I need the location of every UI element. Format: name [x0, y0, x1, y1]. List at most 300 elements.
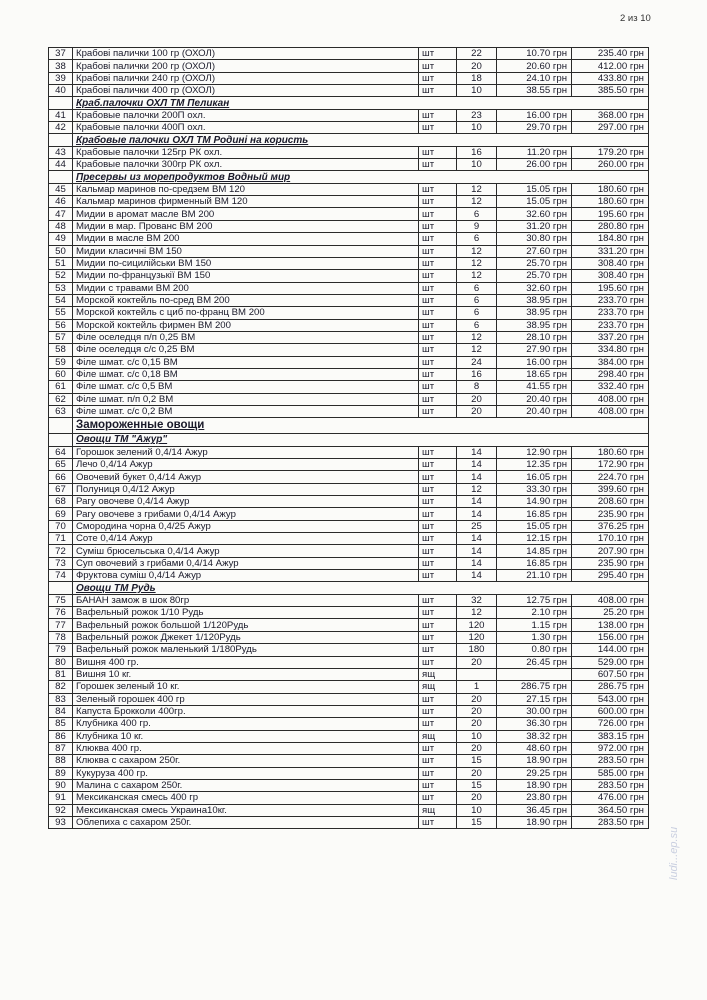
product-name: Горошек зеленый 10 кг. — [73, 681, 419, 693]
row-number: 59 — [49, 356, 73, 368]
product-name: Облепиха с сахаром 250г. — [73, 816, 419, 828]
line-total: 529.00 грн — [572, 656, 649, 668]
product-name: Фруктова суміш 0,4/14 Ажур — [73, 570, 419, 582]
unit: шт — [419, 459, 457, 471]
unit-price: 26.45 грн — [497, 656, 572, 668]
product-name: Крабові палички 400 гр (ОХОЛ) — [73, 85, 419, 97]
row-number: 84 — [49, 705, 73, 717]
product-name: Вишня 400 гр. — [73, 656, 419, 668]
quantity: 1 — [457, 681, 497, 693]
row-number: 53 — [49, 282, 73, 294]
row-number: 72 — [49, 545, 73, 557]
table-row — [49, 381, 649, 393]
table-row — [49, 557, 649, 569]
line-total: 364.50 грн — [572, 804, 649, 816]
unit-price: 29.70 грн — [497, 122, 572, 134]
table-row — [49, 656, 649, 668]
line-total: 180.60 грн — [572, 196, 649, 208]
row-number: 77 — [49, 619, 73, 631]
line-total: 399.60 грн — [572, 483, 649, 495]
empty-cell — [49, 582, 73, 594]
quantity: 6 — [457, 233, 497, 245]
unit-price: 18.65 грн — [497, 368, 572, 380]
line-total: 585.00 грн — [572, 767, 649, 779]
quantity: 20 — [457, 393, 497, 405]
quantity: 16 — [457, 368, 497, 380]
quantity: 14 — [457, 496, 497, 508]
line-total: 408.00 грн — [572, 594, 649, 606]
product-name: Мидии в масле ВМ 200 — [73, 233, 419, 245]
unit: шт — [419, 307, 457, 319]
product-name: Суп овочевий з грибами 0,4/14 Ажур — [73, 557, 419, 569]
row-number: 49 — [49, 233, 73, 245]
row-number: 63 — [49, 405, 73, 417]
unit: шт — [419, 693, 457, 705]
unit-price: 32.60 грн — [497, 282, 572, 294]
unit-price: 16.05 грн — [497, 471, 572, 483]
unit: шт — [419, 356, 457, 368]
quantity: 24 — [457, 356, 497, 368]
unit: шт — [419, 705, 457, 717]
line-total: 195.60 грн — [572, 282, 649, 294]
table-row — [49, 270, 649, 282]
table-row — [49, 594, 649, 606]
row-number: 55 — [49, 307, 73, 319]
quantity: 25 — [457, 520, 497, 532]
quantity: 20 — [457, 693, 497, 705]
line-total: 156.00 грн — [572, 631, 649, 643]
unit: шт — [419, 393, 457, 405]
table-row — [49, 792, 649, 804]
product-name: Мидии класичні ВМ 150 — [73, 245, 419, 257]
table-row — [49, 368, 649, 380]
product-name: Клюква с сахаром 250г. — [73, 755, 419, 767]
table-row — [49, 208, 649, 220]
unit-price: 10.70 грн — [497, 48, 572, 60]
section-header-row — [49, 434, 649, 446]
unit: шт — [419, 220, 457, 232]
line-total: 368.00 грн — [572, 109, 649, 121]
row-number: 47 — [49, 208, 73, 220]
line-total: 138.00 грн — [572, 619, 649, 631]
line-total: 224.70 грн — [572, 471, 649, 483]
row-number: 82 — [49, 681, 73, 693]
unit: шт — [419, 520, 457, 532]
row-number: 46 — [49, 196, 73, 208]
quantity: 12 — [457, 270, 497, 282]
unit-price: 21.10 грн — [497, 570, 572, 582]
product-name: Клубника 400 гр. — [73, 718, 419, 730]
table-row — [49, 282, 649, 294]
quantity: 14 — [457, 557, 497, 569]
quantity: 20 — [457, 718, 497, 730]
table-row — [49, 496, 649, 508]
table-row — [49, 331, 649, 343]
unit-price: 38.32 грн — [497, 730, 572, 742]
table-row — [49, 257, 649, 269]
unit: шт — [419, 508, 457, 520]
unit-price: 27.15 грн — [497, 693, 572, 705]
quantity: 180 — [457, 644, 497, 656]
unit-price: 25.70 грн — [497, 270, 572, 282]
row-number: 85 — [49, 718, 73, 730]
unit: шт — [419, 208, 457, 220]
unit: шт — [419, 159, 457, 171]
row-number: 44 — [49, 159, 73, 171]
unit-price: 18.90 грн — [497, 779, 572, 791]
product-name: Морской коктейль фирмен ВМ 200 — [73, 319, 419, 331]
unit-price: 1.15 грн — [497, 619, 572, 631]
empty-cell — [49, 134, 73, 146]
row-number: 67 — [49, 483, 73, 495]
line-total: 207.90 грн — [572, 545, 649, 557]
line-total: 298.40 грн — [572, 368, 649, 380]
row-number: 89 — [49, 767, 73, 779]
row-number: 64 — [49, 446, 73, 458]
quantity: 12 — [457, 183, 497, 195]
unit-price: 286.75 грн — [497, 681, 572, 693]
unit: ящ — [419, 730, 457, 742]
line-total: 280.80 грн — [572, 220, 649, 232]
line-total: 184.80 грн — [572, 233, 649, 245]
product-name: Кальмар маринов по-средзем ВМ 120 — [73, 183, 419, 195]
row-number: 93 — [49, 816, 73, 828]
row-number: 42 — [49, 122, 73, 134]
unit: шт — [419, 257, 457, 269]
quantity: 14 — [457, 446, 497, 458]
row-number: 78 — [49, 631, 73, 643]
product-name: Крабовые палочки 200П охл. — [73, 109, 419, 121]
product-name: Кальмар маринов фирменный ВМ 120 — [73, 196, 419, 208]
line-total: 235.90 грн — [572, 508, 649, 520]
row-number: 52 — [49, 270, 73, 282]
unit-price: 20.60 грн — [497, 60, 572, 72]
unit-price — [497, 668, 572, 680]
product-name: Філе шмат. с/с 0,18 ВМ — [73, 368, 419, 380]
row-number: 74 — [49, 570, 73, 582]
unit-price: 14.85 грн — [497, 545, 572, 557]
line-total: 233.70 грн — [572, 319, 649, 331]
unit: ящ — [419, 668, 457, 680]
table-row — [49, 85, 649, 97]
quantity: 20 — [457, 705, 497, 717]
unit: шт — [419, 245, 457, 257]
product-name: Лечо 0,4/14 Ажур — [73, 459, 419, 471]
product-name: Вафельный рожок 1/10 Рудь — [73, 607, 419, 619]
product-name: Крабовые палочки 125гр РК охл. — [73, 146, 419, 158]
unit: шт — [419, 109, 457, 121]
section-title: Краб.палочки ОХЛ ТМ Пеликан — [73, 97, 649, 109]
quantity: 10 — [457, 730, 497, 742]
quantity: 10 — [457, 804, 497, 816]
row-number: 92 — [49, 804, 73, 816]
line-total: 331.20 грн — [572, 245, 649, 257]
table-row — [49, 393, 649, 405]
row-number: 40 — [49, 85, 73, 97]
unit: шт — [419, 755, 457, 767]
unit: шт — [419, 767, 457, 779]
row-number: 87 — [49, 742, 73, 754]
unit-price: 1.30 грн — [497, 631, 572, 643]
row-number: 62 — [49, 393, 73, 405]
unit: шт — [419, 631, 457, 643]
row-number: 70 — [49, 520, 73, 532]
table-row — [49, 520, 649, 532]
unit: шт — [419, 85, 457, 97]
unit: шт — [419, 368, 457, 380]
table-row — [49, 356, 649, 368]
line-total: 233.70 грн — [572, 307, 649, 319]
quantity — [457, 668, 497, 680]
unit: шт — [419, 483, 457, 495]
unit-price: 12.35 грн — [497, 459, 572, 471]
unit-price: 26.00 грн — [497, 159, 572, 171]
unit-price: 14.90 грн — [497, 496, 572, 508]
unit: шт — [419, 294, 457, 306]
unit-price: 20.40 грн — [497, 405, 572, 417]
watermark-text: ludi...ep.su — [668, 826, 680, 880]
unit-price: 30.00 грн — [497, 705, 572, 717]
quantity: 20 — [457, 767, 497, 779]
table-row — [49, 730, 649, 742]
product-name: Крабовые палочки 300гр РК охл. — [73, 159, 419, 171]
table-row — [49, 245, 649, 257]
line-total: 233.70 грн — [572, 294, 649, 306]
line-total: 726.00 грн — [572, 718, 649, 730]
table-row — [49, 681, 649, 693]
row-number: 86 — [49, 730, 73, 742]
row-number: 50 — [49, 245, 73, 257]
unit-price: 16.00 грн — [497, 109, 572, 121]
row-number: 48 — [49, 220, 73, 232]
table-row — [49, 644, 649, 656]
row-number: 60 — [49, 368, 73, 380]
row-number: 81 — [49, 668, 73, 680]
unit-price: 12.75 грн — [497, 594, 572, 606]
unit: шт — [419, 619, 457, 631]
quantity: 12 — [457, 331, 497, 343]
row-number: 38 — [49, 60, 73, 72]
unit: шт — [419, 471, 457, 483]
unit-price: 11.20 грн — [497, 146, 572, 158]
product-name: Кукуруза 400 гр. — [73, 767, 419, 779]
quantity: 6 — [457, 319, 497, 331]
quantity: 12 — [457, 196, 497, 208]
section-header-row — [49, 134, 649, 146]
section-header-row — [49, 582, 649, 594]
quantity: 14 — [457, 570, 497, 582]
unit-price: 12.15 грн — [497, 533, 572, 545]
line-total: 476.00 грн — [572, 792, 649, 804]
empty-cell — [49, 97, 73, 109]
line-total: 337.20 грн — [572, 331, 649, 343]
quantity: 120 — [457, 631, 497, 643]
line-total: 286.75 грн — [572, 681, 649, 693]
table-row — [49, 718, 649, 730]
quantity: 10 — [457, 85, 497, 97]
unit-price: 33.30 грн — [497, 483, 572, 495]
row-number: 43 — [49, 146, 73, 158]
unit-price: 18.90 грн — [497, 816, 572, 828]
unit: шт — [419, 270, 457, 282]
row-number: 83 — [49, 693, 73, 705]
unit: шт — [419, 233, 457, 245]
unit: шт — [419, 48, 457, 60]
table-row — [49, 307, 649, 319]
row-number: 51 — [49, 257, 73, 269]
quantity: 10 — [457, 159, 497, 171]
unit-price: 16.00 грн — [497, 356, 572, 368]
line-total: 172.90 грн — [572, 459, 649, 471]
line-total: 308.40 грн — [572, 270, 649, 282]
table-row — [49, 607, 649, 619]
product-name: Мидии в мар. Прованс ВМ 200 — [73, 220, 419, 232]
table-row — [49, 742, 649, 754]
quantity: 20 — [457, 742, 497, 754]
unit: шт — [419, 742, 457, 754]
row-number: 68 — [49, 496, 73, 508]
quantity: 22 — [457, 48, 497, 60]
unit-price: 24.10 грн — [497, 72, 572, 84]
table-row — [49, 60, 649, 72]
unit-price: 25.70 грн — [497, 257, 572, 269]
empty-cell — [49, 171, 73, 183]
quantity: 9 — [457, 220, 497, 232]
unit: шт — [419, 594, 457, 606]
line-total: 179.20 грн — [572, 146, 649, 158]
line-total: 383.15 грн — [572, 730, 649, 742]
table-row — [49, 570, 649, 582]
unit: шт — [419, 319, 457, 331]
unit: шт — [419, 122, 457, 134]
unit-price: 23.80 грн — [497, 792, 572, 804]
product-name: Рагу овочеве з грибами 0,4/14 Ажур — [73, 508, 419, 520]
table-row — [49, 159, 649, 171]
product-name: Мексиканская смесь 400 гр — [73, 792, 419, 804]
line-total: 607.50 грн — [572, 668, 649, 680]
quantity: 12 — [457, 607, 497, 619]
table-row — [49, 122, 649, 134]
unit: шт — [419, 331, 457, 343]
line-total: 235.90 грн — [572, 557, 649, 569]
unit-price: 32.60 грн — [497, 208, 572, 220]
line-total: 283.50 грн — [572, 755, 649, 767]
unit: шт — [419, 607, 457, 619]
line-total: 433.80 грн — [572, 72, 649, 84]
section-header-row — [49, 171, 649, 183]
product-name: Крабові палички 100 гр (ОХОЛ) — [73, 48, 419, 60]
table-row — [49, 344, 649, 356]
table-row — [49, 471, 649, 483]
line-total: 283.50 грн — [572, 779, 649, 791]
table-row — [49, 631, 649, 643]
line-total: 332.40 грн — [572, 381, 649, 393]
row-number: 41 — [49, 109, 73, 121]
product-name: Рагу овочеве 0,4/14 Ажур — [73, 496, 419, 508]
quantity: 20 — [457, 60, 497, 72]
category-title: Замороженные овощи — [73, 418, 649, 434]
line-total: 412.00 грн — [572, 60, 649, 72]
quantity: 12 — [457, 245, 497, 257]
table-row — [49, 48, 649, 60]
line-total: 180.60 грн — [572, 446, 649, 458]
quantity: 6 — [457, 282, 497, 294]
unit-price: 15.05 грн — [497, 183, 572, 195]
unit: шт — [419, 60, 457, 72]
unit: шт — [419, 644, 457, 656]
product-name: Малина с сахаром 250г. — [73, 779, 419, 791]
product-name: Крабовые палочки 400П охл. — [73, 122, 419, 134]
line-total: 376.25 грн — [572, 520, 649, 532]
quantity: 16 — [457, 146, 497, 158]
unit-price: 29.25 грн — [497, 767, 572, 779]
unit: шт — [419, 446, 457, 458]
unit: шт — [419, 405, 457, 417]
table-row — [49, 779, 649, 791]
unit-price: 20.40 грн — [497, 393, 572, 405]
unit: шт — [419, 533, 457, 545]
table-row — [49, 533, 649, 545]
unit-price: 18.90 грн — [497, 755, 572, 767]
section-header-row — [49, 97, 649, 109]
table-body — [49, 48, 649, 829]
quantity: 14 — [457, 459, 497, 471]
line-total: 385.50 грн — [572, 85, 649, 97]
section-title: Пресервы из морепродуктов Водный мир — [73, 171, 649, 183]
line-total: 408.00 грн — [572, 405, 649, 417]
table-row — [49, 72, 649, 84]
product-name: Вафельный рожок большой 1/120Рудь — [73, 619, 419, 631]
product-name: Філе оселедця п/п 0,25 ВМ — [73, 331, 419, 343]
product-name: Філе оселедця с/с 0,25 ВМ — [73, 344, 419, 356]
product-name: Філе шмат. с/с 0,2 ВМ — [73, 405, 419, 417]
unit-price: 48.60 грн — [497, 742, 572, 754]
quantity: 14 — [457, 533, 497, 545]
unit-price: 27.90 грн — [497, 344, 572, 356]
unit-price: 38.95 грн — [497, 294, 572, 306]
table-row — [49, 619, 649, 631]
row-number: 71 — [49, 533, 73, 545]
table-row — [49, 508, 649, 520]
unit-price: 27.60 грн — [497, 245, 572, 257]
quantity: 23 — [457, 109, 497, 121]
product-name: Зеленый горошек 400 гр — [73, 693, 419, 705]
table-row — [49, 668, 649, 680]
row-number: 66 — [49, 471, 73, 483]
product-name: Мидии с травами ВМ 200 — [73, 282, 419, 294]
product-name: БАНАН замож в шок 80гр — [73, 594, 419, 606]
page-number: 2 из 10 — [620, 13, 651, 24]
unit-price: 36.30 грн — [497, 718, 572, 730]
unit: шт — [419, 779, 457, 791]
quantity: 12 — [457, 257, 497, 269]
product-name: Мексиканская смесь Украина10кг. — [73, 804, 419, 816]
quantity: 20 — [457, 656, 497, 668]
unit: шт — [419, 656, 457, 668]
product-name: Філе шмат. п/п 0,2 ВМ — [73, 393, 419, 405]
table-row — [49, 483, 649, 495]
unit-price: 12.90 грн — [497, 446, 572, 458]
category-header-row — [49, 418, 649, 434]
section-title: Овощи ТМ Рудь — [73, 582, 649, 594]
unit: шт — [419, 282, 457, 294]
row-number: 39 — [49, 72, 73, 84]
line-total: 180.60 грн — [572, 183, 649, 195]
line-total: 25.20 грн — [572, 607, 649, 619]
table-row — [49, 767, 649, 779]
unit: шт — [419, 146, 457, 158]
row-number: 90 — [49, 779, 73, 791]
